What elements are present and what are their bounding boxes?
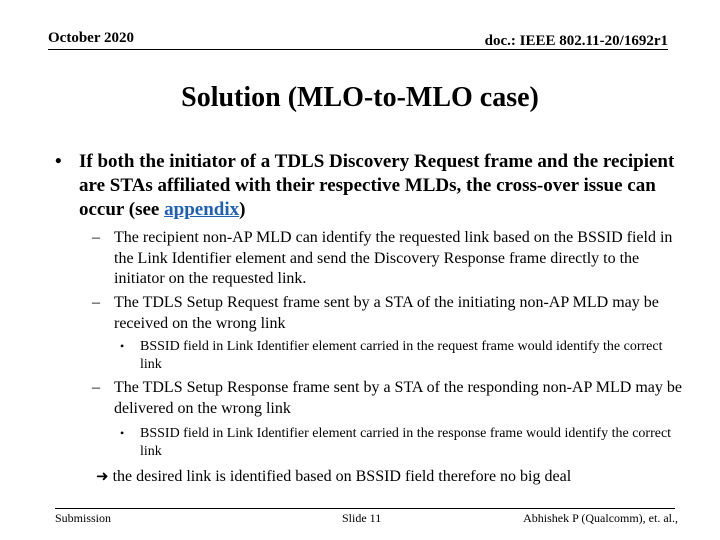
footer-divider [55,508,675,509]
sub-sub-bullet-1 [120,338,680,373]
sub-sub-bullet-2-text: BSSID field in Link Identifier element carried in the response frame would identify the correct link [140,426,672,459]
conclusion-text: the desired link is identified based on BSSID field therefore no big deal [112,468,572,485]
sub-bullet-3 [92,378,682,419]
dash-icon: – [92,379,100,396]
bullet-dot-icon: • [55,151,62,172]
sub-sub-bullet-1-text: BSSID field in Link Identifier element carried in the request frame would identify the correct link [140,339,663,372]
sub-bullet-1 [92,228,682,290]
bullet-main-body: If both the initiator of a TDLS Discovery Request frame and the recipient are STAs affiliated with their respective MLDs, the cross-over issue can occur (see [79,151,675,220]
footer-submission: Submission [55,511,112,525]
bullet-main-text [79,150,680,222]
sub-sub-bullet-2 [120,425,680,460]
sub-bullet-2 [92,293,682,334]
footer-slide-number: Slide 11 [342,511,382,525]
dash-icon: – [92,294,100,311]
right-arrow-icon: ➜ [96,467,109,485]
footer-author: Abhishek P (Qualcomm), et. al., [523,511,678,525]
dash-icon: – [92,229,100,246]
appendix-link[interactable]: appendix [164,199,240,220]
bullet-dot-icon: • [120,426,125,440]
header-date: October 2020 [48,30,134,46]
header-doc-id: doc.: IEEE 802.11-20/1692r1 [484,33,668,49]
sub-bullet-3-text: The TDLS Setup Response frame sent by a STA of the responding non-AP MLD may be delivered on the wrong link [114,379,682,417]
header-divider [48,49,668,50]
bullet-dot-icon: • [120,339,125,353]
sub-bullet-2-text: The TDLS Setup Request frame sent by a STA of the initiating non-AP MLD may be received on the wrong link [114,294,659,332]
conclusion-line [96,466,696,487]
slide-title: Solution (MLO-to-MLO case) [181,82,539,113]
bullet-main-end: ) [239,199,246,220]
bullet-main [55,150,680,222]
sub-bullet-1-text: The recipient non-AP MLD can identify the requested link based on the BSSID field in the Link Identifier element and send the Discovery Response frame directly to the initiator on the requested link. [114,229,673,287]
